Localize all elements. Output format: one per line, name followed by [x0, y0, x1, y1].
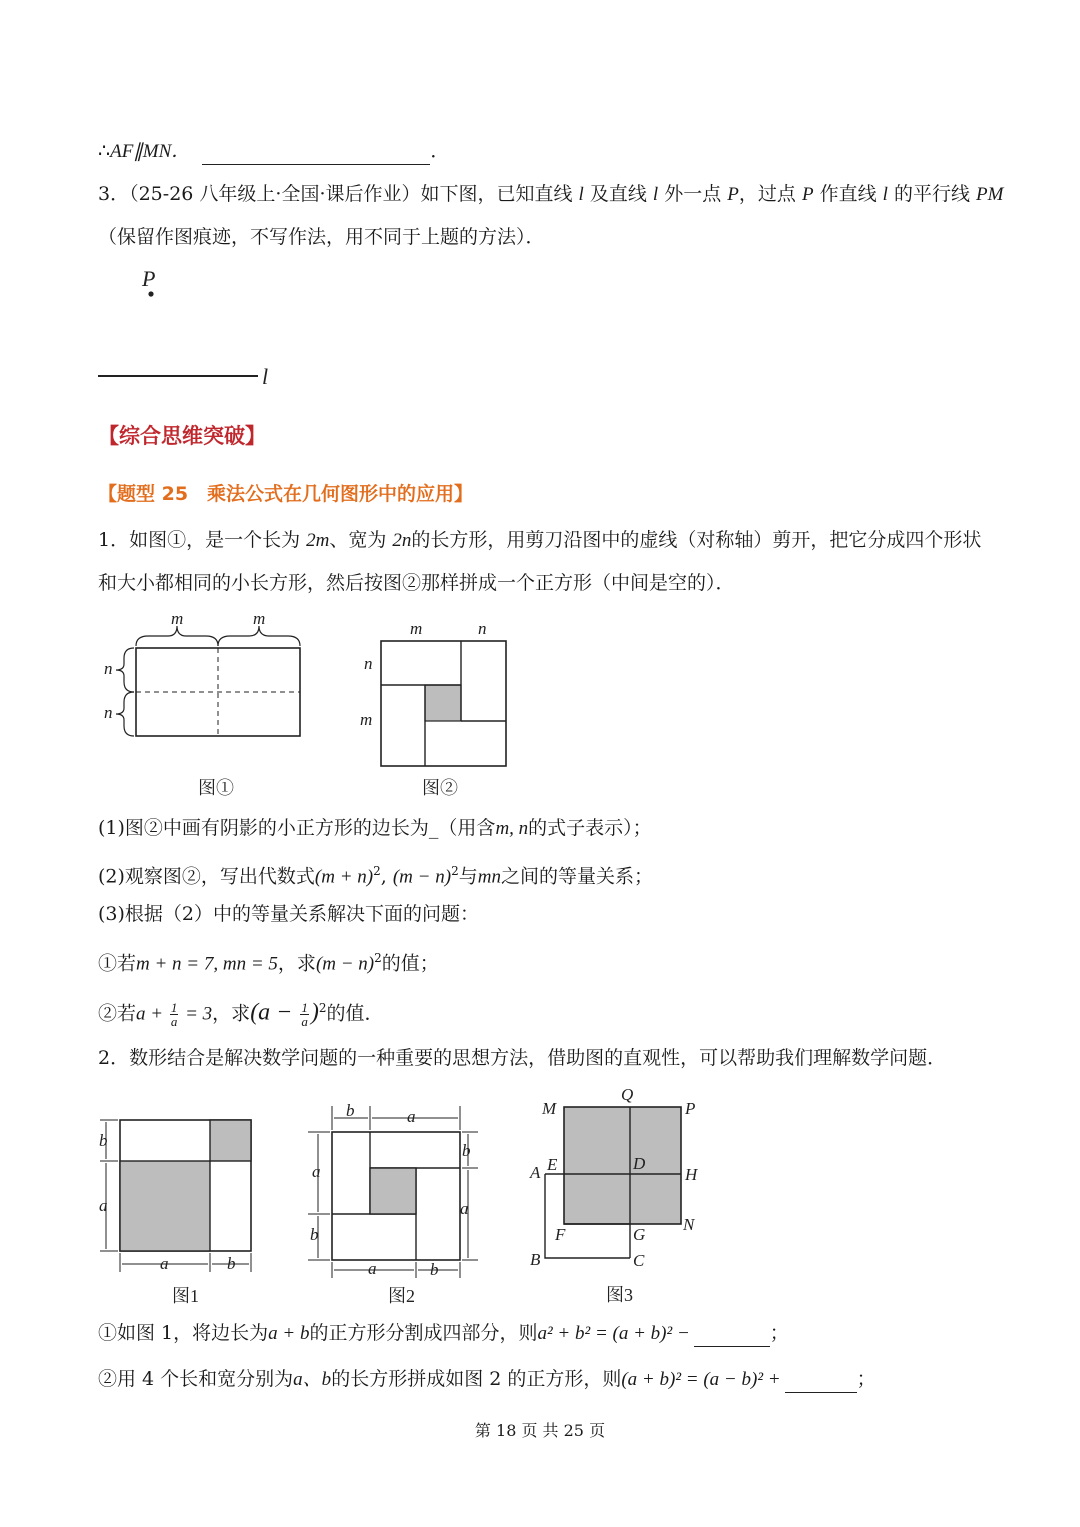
label-e: E — [547, 1155, 558, 1174]
label-a-left: a — [312, 1162, 321, 1181]
shaded-square — [370, 1168, 416, 1214]
fraction-1-over-a — [170, 1001, 179, 1028]
label-a-left: a — [99, 1196, 108, 1215]
shaded-square — [425, 685, 461, 721]
c2-text: 的值． — [326, 1002, 384, 1025]
exponent: 2 — [374, 951, 382, 965]
frac-den: a — [170, 1013, 178, 1029]
label-m: M — [542, 1099, 557, 1118]
expr-2n: 2n — [392, 530, 412, 551]
c1-text: ，求 — [277, 952, 316, 975]
p1-text: 、宽为 — [329, 529, 393, 551]
answer-blank[interactable] — [202, 144, 430, 165]
q3-text: 及直线 — [583, 183, 653, 205]
label-n: N — [683, 1215, 695, 1234]
caption-fig3: 图3 — [606, 1285, 633, 1305]
p1-sub3: (3)根据（2）中的等量关系解决下面的问题： — [98, 903, 480, 925]
label-c: C — [633, 1251, 645, 1270]
frac-num: 1 — [170, 999, 178, 1015]
exponent: 2 — [451, 864, 459, 878]
point-p — [148, 291, 153, 296]
s2-text: ②用 4 个长和宽分别为 — [98, 1368, 294, 1390]
c1-text: ①若 — [98, 952, 137, 975]
label-n-bottom: n — [104, 703, 113, 722]
label-n-top: n — [104, 659, 113, 678]
sub1-text: (1)图②中画有阴影的小正方形的边长为 — [98, 817, 429, 839]
q3-source: （25-26 八年级上·全国·课后作业） — [129, 183, 421, 205]
c1-condition: m + n = 7, mn = 5 — [136, 953, 278, 975]
label-b: B — [530, 1250, 541, 1269]
label-a-bottom: a — [160, 1254, 169, 1273]
brace-n-top — [116, 648, 134, 692]
expr-m-minus-n: (m − n) — [392, 866, 452, 888]
p2-line1: 2．数形结合是解决数学问题的一种重要的思想方法，借助图的直观性，可以帮助我们理解数学问题． — [98, 1047, 947, 1069]
point-p-label: P — [142, 266, 156, 291]
label-m-left: m — [360, 710, 373, 729]
p2-figure2 — [300, 1100, 490, 1310]
exponent: 2 — [373, 864, 381, 878]
q3-figure — [90, 262, 290, 392]
previous-answer-line — [98, 138, 449, 165]
c2-text: ，求 — [212, 1002, 251, 1025]
square-b — [210, 1120, 251, 1161]
label-a: A — [530, 1163, 541, 1182]
label-b-right: b — [462, 1141, 471, 1160]
q3-text: 的平行线 — [887, 183, 977, 205]
separator: , — [380, 865, 393, 888]
caption-fig2: 图② — [422, 778, 458, 798]
label-m-top: m — [410, 619, 423, 638]
p2-s2 — [98, 1366, 876, 1393]
p2-s1 — [98, 1320, 789, 1347]
expr-mn: m, n — [495, 818, 529, 839]
label-b-top: b — [346, 1101, 355, 1120]
label-a-bottom: a — [368, 1259, 377, 1278]
label-m-left: m — [171, 609, 184, 628]
type-title: 【题型 25 乘法公式在几何图形中的应用】 — [98, 483, 474, 505]
label-b-left: b — [99, 1131, 108, 1150]
q3-text: 作直线 — [813, 183, 883, 205]
p1-figure1 — [98, 608, 318, 808]
q3-line1 — [98, 181, 1003, 208]
label-a-right: a — [460, 1199, 469, 1218]
s1-text: ①如图 1，将边长为 — [98, 1322, 269, 1344]
expr-mn: mn — [477, 866, 501, 888]
p1-c1 — [98, 945, 439, 977]
var-pm: PM — [976, 184, 1004, 205]
p1-text: 1．如图①，是一个长为 — [98, 529, 307, 551]
therefore-symbol: ∴ — [98, 140, 111, 162]
expr-m-plus-n: (m + n) — [314, 866, 374, 888]
label-a-top: a — [407, 1107, 416, 1126]
q3-line2: （保留作图痕迹，不写作法，用不同于上题的方法）． — [98, 226, 545, 248]
sub1-text: 的式子表示）； — [528, 817, 652, 839]
answer-blank[interactable] — [694, 1326, 770, 1347]
brace-n-bottom — [116, 692, 134, 736]
s2-end: ； — [856, 1368, 876, 1390]
p1-sub2 — [98, 858, 653, 890]
fraction-1-over-a — [300, 1001, 309, 1028]
q3-text: 如下图，已知直线 — [420, 183, 579, 205]
q3-number: 3． — [98, 183, 130, 205]
label-b-bottom: b — [227, 1254, 236, 1273]
parallel-relation: AF∥MN． — [110, 141, 191, 162]
var-l: l — [882, 184, 888, 205]
s2-equation: (a + b)² = (a − b)² + — [621, 1369, 781, 1390]
c2-expr: a + — [136, 1003, 168, 1025]
label-n-top: n — [478, 619, 487, 638]
var-l: l — [652, 184, 659, 205]
label-f: F — [555, 1225, 566, 1244]
c2-expr: = 3 — [180, 1003, 213, 1025]
label-g: G — [633, 1225, 646, 1244]
frac-den: a — [301, 1013, 308, 1029]
caption-fig1: 图1 — [172, 1286, 199, 1306]
label-p: P — [685, 1099, 696, 1118]
s1-end: ； — [769, 1322, 789, 1344]
expr-ab: a、b — [293, 1369, 332, 1390]
var-p: P — [727, 184, 739, 205]
s1-text: 的正方形分割成四部分，则 — [309, 1322, 538, 1344]
label-n-left: n — [364, 654, 373, 673]
c2-open: (a − — [250, 999, 299, 1026]
p1-c2 — [98, 995, 384, 1028]
sub2-text: (2)观察图②，写出代数式 — [98, 865, 315, 888]
sub2-text: 之间的等量关系； — [500, 865, 653, 888]
c2-text: ②若 — [98, 1002, 137, 1025]
brace-m-left — [136, 626, 218, 646]
p1-sub1 — [98, 815, 652, 842]
page-footer: 第 18 页 共 25 页 — [474, 1421, 606, 1440]
sub2-text: 与 — [458, 865, 478, 888]
expr-a-plus-b: a + b — [268, 1323, 310, 1344]
answer-blank[interactable] — [785, 1372, 857, 1393]
p1-line2: 和大小都相同的小长方形，然后按图②那样拼成一个正方形（中间是空的）． — [98, 572, 735, 594]
frac-num: 1 — [301, 999, 308, 1015]
section-title: 【综合思维突破】 — [98, 424, 266, 448]
exponent: 2 — [318, 1001, 327, 1015]
var-l: l — [578, 184, 584, 205]
period: ． — [430, 140, 450, 162]
square-mpnq — [564, 1107, 681, 1224]
p1-figure2 — [350, 612, 530, 808]
label-h: H — [685, 1165, 698, 1184]
c2-close: ) — [310, 999, 319, 1026]
sub1-text: _（用含 — [428, 817, 496, 839]
caption-fig1: 图① — [198, 778, 234, 798]
p2-figure3 — [525, 1080, 710, 1310]
c1-text: 的值； — [381, 952, 439, 975]
label-d: D — [633, 1154, 646, 1173]
label-q: Q — [621, 1085, 634, 1104]
c1-expr: (m − n) — [315, 953, 375, 975]
p1-text: 的长方形，用剪刀沿图中的虚线（对称轴）剪开，把它分成四个形状 — [411, 529, 982, 551]
s1-equation: a² + b² = (a + b)² − — [537, 1323, 690, 1344]
brace-m-right — [218, 626, 300, 646]
expr-2m: 2m — [306, 530, 330, 551]
label-b-bottom: b — [430, 1260, 439, 1279]
label-m-right: m — [253, 609, 266, 628]
s2-text: 的长方形拼成如图 2 的正方形，则 — [331, 1368, 622, 1390]
q3-text: 外一点 — [658, 183, 728, 205]
label-b-left: b — [310, 1225, 319, 1244]
p2-figure1 — [92, 1110, 262, 1310]
square-a — [120, 1161, 210, 1251]
q3-text: ，过点 — [738, 183, 802, 205]
line-l-label: l — [262, 364, 269, 389]
var-p: P — [801, 184, 814, 205]
caption-fig2: 图2 — [388, 1286, 415, 1306]
p1-line1 — [98, 527, 981, 554]
